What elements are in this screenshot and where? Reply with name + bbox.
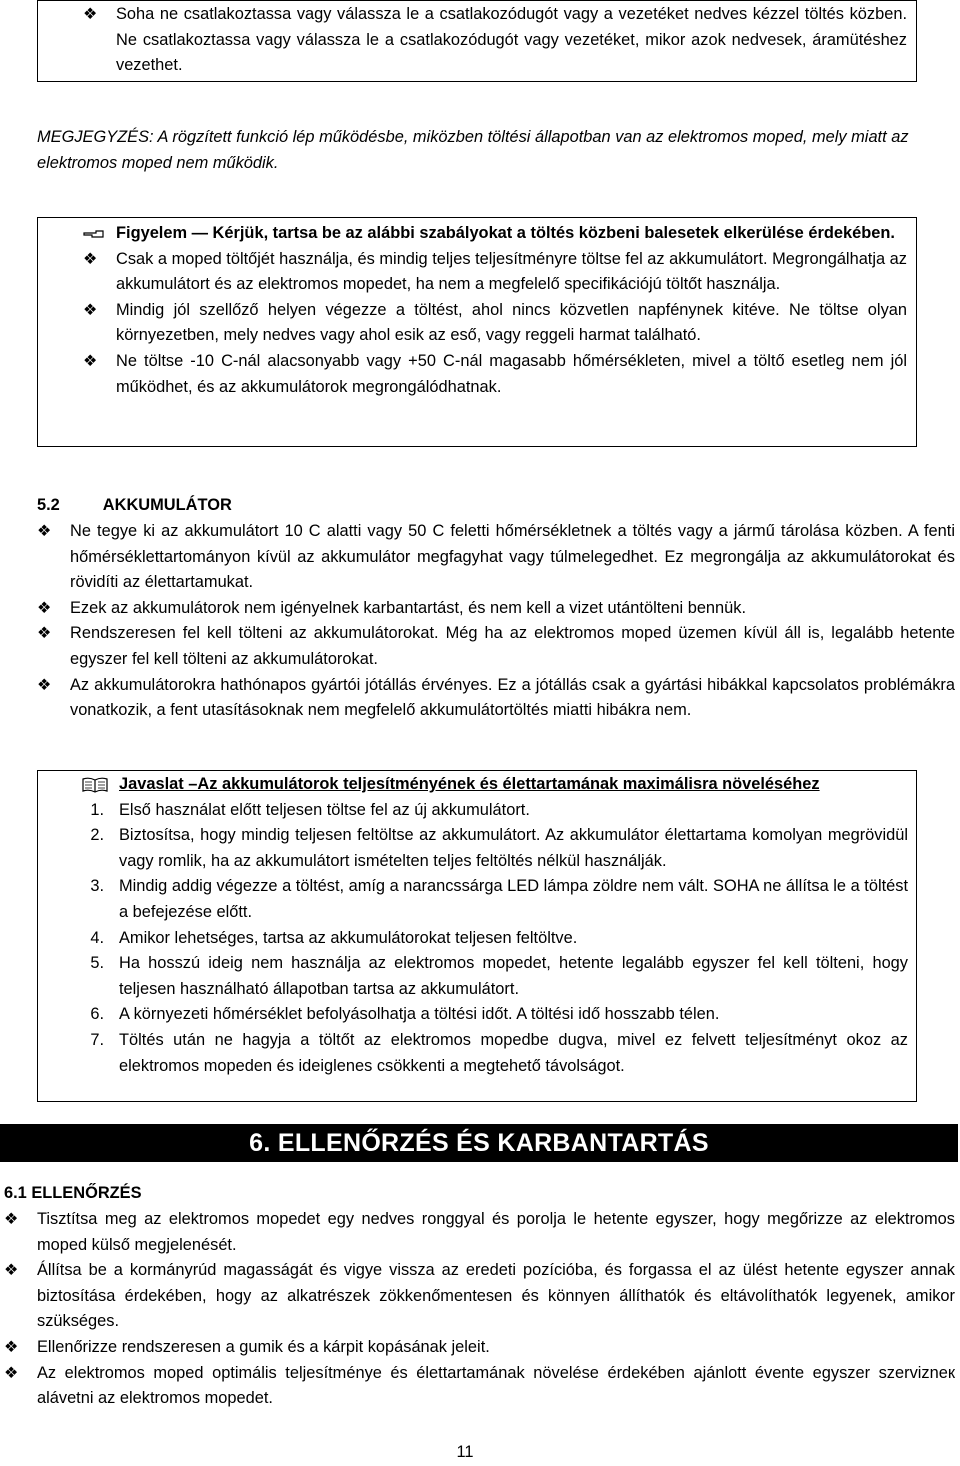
inspection-list (4, 1207, 955, 1412)
warning-heading: Figyelem — Kérjük, tartsa be az alábbi szabályokat a töltés közbeni balesetek elkerülése érdekében. (83, 221, 907, 247)
list-item: ❖ Ezek az akkumulátorok nem igényelnek karbantartást, és nem kell a vizet utántölteni bennük. (37, 596, 955, 622)
list-item: 2. Biztosítsa, hogy mindig teljesen feltöltse az akkumulátort. Az akkumulátor élettartama komolyan megrövidül vagy romlik, ha az akkumulátort ismételten teljes feltöltés nélkül használják. (90, 826, 908, 870)
diamond-bullet-icon: ❖ (83, 301, 98, 319)
diamond-bullet-icon: ❖ (4, 1211, 19, 1228)
tip-heading: Javaslat –Az akkumulátorok teljesítményének és élettartamának maximálisra növeléséhez (82, 772, 908, 798)
section-5-2-heading: 5.2 AKKUMULÁTOR (37, 496, 232, 514)
list-item: 1. Első használat előtt teljesen töltse fel az új akkumulátort. (90, 800, 530, 819)
diamond-bullet-icon: ❖ (4, 1338, 19, 1356)
list-item: 3. Mindig addig végezze a töltést, amíg a narancssárga LED lámpa zöldre nem vált. SOHA ne állítsa le a töltést a befejezése előtt. (90, 877, 908, 921)
list-item: ❖ Tisztítsa meg az elektromos mopedet egy nedves ronggyal és porolja le hetente egyszer, hogy megőrizze az elektromos moped külső megjelenését. (4, 1207, 955, 1258)
list-item: ❖ Rendszeresen fel kell tölteni az akkumulátorokat. Még ha az elektromos moped üzemen kívül áll is, legalább hetente egyszer fel kell tölteni az akkumulátorokat. (37, 621, 955, 672)
list-item: ❖ Az elektromos moped optimális teljesítménye és élettartamának növelése érdekében ajánlott évente egyszer szervizneк alávetni az elektromos mopedet. (4, 1361, 955, 1412)
diamond-bullet-icon: ❖ (37, 599, 52, 617)
section-6-1-heading: 6.1 ELLENŐRZÉS (4, 1184, 142, 1202)
charging-warning-box (37, 217, 917, 447)
list-item: ❖ Soha ne csatlakoztassa vagy válassza le a csatlakozódugót vagy a vezetéket nedves kézzel töltés közben. Ne csatlakoztassa vagy válassza le a csatlakozódugót vagy vezetéket, mikor azok nedvesek, áramütéshez vezethet. (83, 2, 907, 79)
diamond-bullet-icon: ❖ (37, 625, 52, 643)
list-item: 7. Töltés után ne hagyja a töltőt az elektromos mopedbe dugva, mivel ez felvett teljesítményt okoz az elektromos mopeden és ideiglenes csökkenti a megtehető távolságot. (90, 1030, 908, 1075)
list-item: ❖ Mindig jól szellőző helyen végezze a töltést, ahol nincs közvetlen napfénynek kitéve. Ne töltse olyan környezetben, mely nedves vagy ahol esik az eső, vagy reggeli harmat található. (83, 298, 907, 349)
list-item: ❖ Ellenőrizze rendszeresen a gumik és a kárpit kopásának jeleit. (4, 1335, 955, 1361)
list-item: ❖ Ne töltse -10 C-nál alacsonyabb vagy +50 C-nál magasabb hőmérsékleten, mivel a töltő esetleg nem jól működhet, és az akkumulátorok megrongálódhatnak. (83, 349, 907, 400)
list-item: ❖ Ne tegye ki az akkumulátort 10 C alatti vagy 50 C feletti hőmérsékletnek a töltés vagy a jármű tárolása közben. A fenti hőmérséklettartományon kívül az akkumulátor megfagyhat vagy túlmelegedhet. Ez megrongálja az akkumulátorokat és rövidíti az élettartamukat. (37, 519, 955, 596)
section-6-heading: 6. ELLENŐRZÉS ÉS KARBANTARTÁS (0, 1124, 958, 1162)
diamond-bullet-icon: ❖ (83, 6, 98, 23)
list-item: ❖ Csak a moped töltőjét használja, és mindig teljes teljesítményre töltse fel az akkumulátort. Megrongálhatja az akkumulátort és az elektromos mopedet, ha nem a megfelelő specifikációjú töltőt használja. (83, 247, 907, 298)
top-warning-box (37, 0, 917, 82)
list-item: 5. Ha hosszú ideig nem használja az elektromos mopedet, hetente legalább egyszer fel kell tölteni, hogy teljesen használható állapotban tartsa az akkumulátort. (90, 954, 908, 998)
diamond-bullet-icon: ❖ (83, 250, 98, 268)
diamond-bullet-icon: ❖ (37, 676, 52, 694)
diamond-bullet-icon: ❖ (4, 1364, 19, 1382)
list-item: ❖ Az akkumulátorokra hathónapos gyártói jótállás érvényes. Ez a jótállás csak a gyártási hibákkal kapcsolatos problémákra vonatkozik, a fent utasításoknak nem megfelelő akkumulátortöltés miatti hibákra nem. (37, 673, 955, 724)
battery-list (37, 519, 955, 724)
diamond-bullet-icon: ❖ (4, 1262, 19, 1280)
list-item: 4. Amikor lehetséges, tartsa az akkumulátorokat teljesen feltöltve. (90, 928, 578, 947)
note-paragraph: MEGJEGYZÉS: A rögzített funkció lép működésbe, miközben töltési állapotban van az elektromos moped, mely miatt az elektromos moped nem működik. (37, 128, 909, 172)
page-number: 11 (456, 1443, 474, 1461)
battery-tip-box (37, 770, 917, 1102)
pointing-hand-icon (83, 221, 105, 247)
open-book-icon (82, 772, 104, 798)
diamond-bullet-icon: ❖ (37, 523, 52, 540)
list-item: ❖ Állítsa be a kormányrúd magasságát és vigye vissza az eredeti pozícióba, és forgassa el az ülést hetente egyszer annak biztosítása érdekében, hogy az alkatrészek zökkenőmentesen és könnyen állíthatók és eltávolíthatók legyenek, amikor szükséges. (4, 1258, 955, 1335)
diamond-bullet-icon: ❖ (83, 352, 98, 370)
list-item: 6. A környezeti hőmérséklet befolyásolhatja a töltési időt. A töltési idő hosszabb télen. (90, 1005, 720, 1024)
